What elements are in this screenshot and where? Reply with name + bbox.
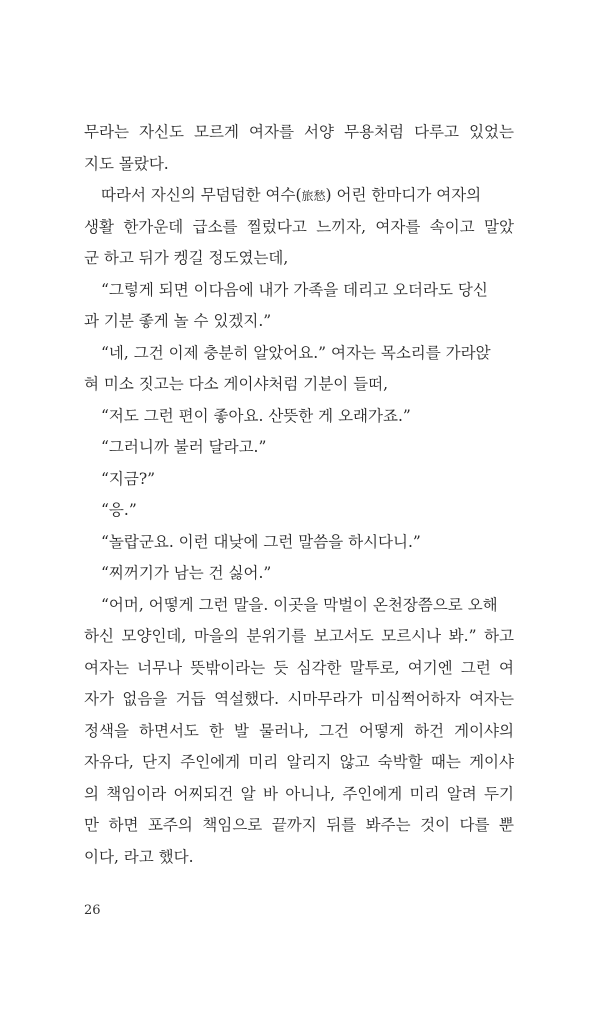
text-line: 여자는 너무나 뜻밖이라는 듯 심각한 말투로, 여기엔 그런 여 bbox=[84, 658, 514, 677]
text-line: 혀 미소 짓고는 다소 게이샤처럼 기분이 들떠, bbox=[84, 375, 389, 393]
text-line: 따라서 자신의 무덤덤한 여수(旅愁) 어린 한마디가 여자의 bbox=[101, 186, 482, 204]
text-line: 의 책임이라 어찌되건 알 바 아니나, 주인에게 미리 알려 두기 bbox=[84, 784, 514, 803]
text-line: 과 기분 좋게 놀 수 있겠지.” bbox=[84, 312, 272, 330]
text-line: 군 하고 뒤가 켕길 정도였는데, bbox=[84, 249, 289, 267]
text-line: “찌꺼기가 남는 건 싫어.” bbox=[101, 564, 272, 582]
text-line: 정색을 하면서도 한 발 물러나, 그건 어떻게 하건 게이샤의 bbox=[84, 721, 514, 740]
text-line: “지금?” bbox=[101, 469, 156, 488]
text-line: 자유다, 단지 주인에게 미리 알리지 않고 숙박할 때는 게이샤 bbox=[84, 753, 514, 771]
hanja-annotation: 旅愁 bbox=[301, 189, 326, 203]
text-line: 자가 없음을 거듭 역설했다. 시마무라가 미심쩍어하자 여자는 bbox=[84, 690, 514, 708]
text-line: 만 하면 포주의 책임으로 끝까지 뒤를 봐주는 것이 다를 뿐 bbox=[84, 816, 514, 834]
text-line: “어머, 어떻게 그런 말을. 이곳을 막벌이 온천장쯤으로 오해 bbox=[101, 595, 498, 614]
text-segment: 따라서 자신의 무덤덤한 여수 bbox=[101, 186, 296, 204]
text-segment: 어린 한마디가 여자의 bbox=[331, 186, 482, 204]
text-line: “네, 그건 이제 충분히 알았어요.” 여자는 목소리를 가라앉 bbox=[101, 343, 491, 362]
text-line: 무라는 자신도 모르게 여자를 서양 무용처럼 다루고 있었는 bbox=[84, 123, 514, 141]
text-line: “놀랍군요. 이런 대낮에 그런 말씀을 하시다니.” bbox=[101, 532, 421, 551]
text-line: “그러니까 불러 달라고.” bbox=[101, 438, 267, 456]
text-line: 지도 몰랐다. bbox=[84, 154, 169, 173]
text-line: “저도 그런 편이 좋아요. 산뜻한 게 오래가죠.” bbox=[101, 406, 411, 425]
text-line: 하신 모양인데, 마을의 분위기를 보고서도 모르시나 봐.” 하고 bbox=[84, 627, 514, 645]
text-line: “응.” bbox=[101, 501, 137, 519]
text-line: 생활 한가운데 급소를 찔렀다고 느끼자, 여자를 속이고 말았 bbox=[84, 217, 514, 236]
page-number: 26 bbox=[84, 903, 101, 918]
body-text bbox=[84, 117, 514, 873]
text-line: “그렇게 되면 이다음에 내가 가족을 데리고 오더라도 당신 bbox=[101, 280, 488, 299]
text-line: 이다, 라고 했다. bbox=[84, 847, 194, 866]
